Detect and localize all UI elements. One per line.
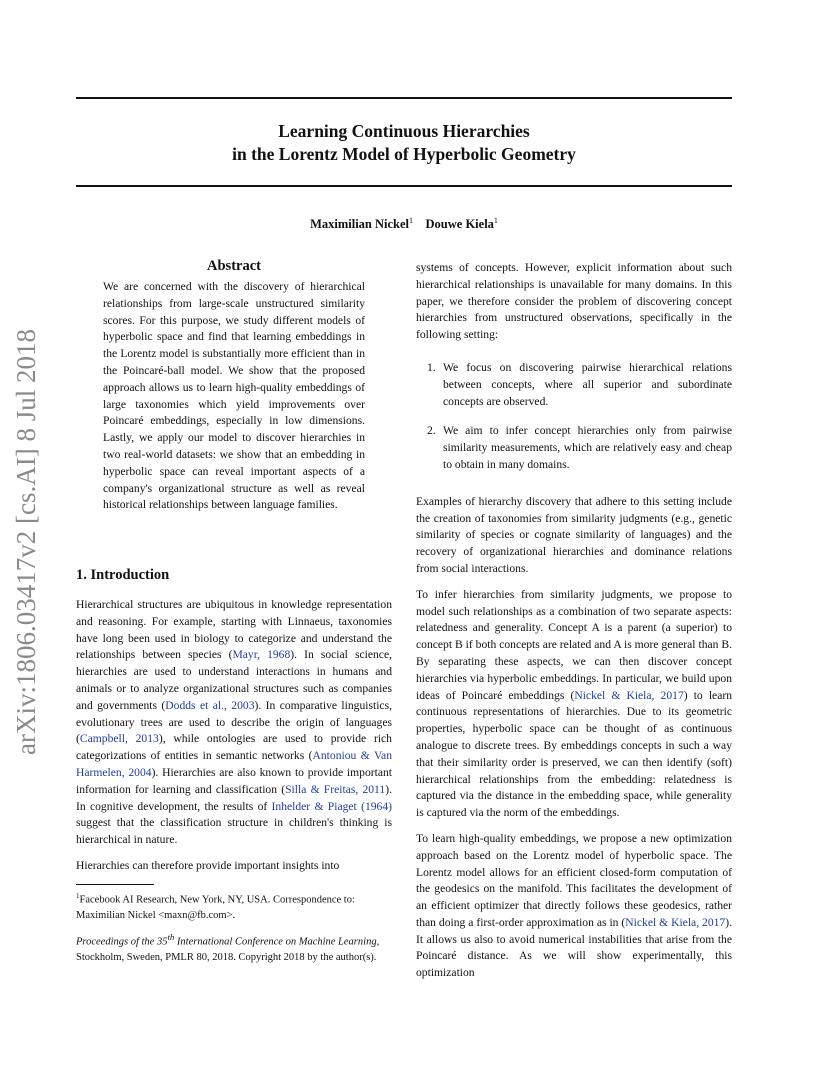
- citation-link[interactable]: Inhelder & Piaget (1964): [271, 799, 392, 813]
- text-run: ). It allows us also to avoid numerical instabilities that arise from the Poincaré distance. As we will show experimentally, this optimization: [416, 915, 732, 980]
- intro-paragraph-2-cont: systems of concepts. However, explicit information about such hierarchical relationships is unavailable for many domains. In this paper, we therefore consider the problem of discovering concept hierarchies from unstructured observations, specifically in the following setting:: [416, 261, 732, 342]
- list-item-text: We aim to infer concept hierarchies only from pairwise similarity measurements, which are relatively easy and cheap to obtain in many domains.: [443, 424, 732, 471]
- intro-paragraph-3: Examples of hierarchy discovery that adhere to this setting include the creation of taxonomies from similarity judgments (e.g., genetic similarity of species or cognate similarity of languages) and the recovery of organizational hierarchies and dominance relations from social interactions.: [416, 494, 732, 575]
- footnote-rule: [76, 884, 154, 885]
- title-rule-top: [76, 97, 732, 99]
- author-affiliation-mark: 1: [493, 216, 498, 225]
- text-run: ) to learn continuous representations of hierarchies. Due to its geometric properties, hyperbolic space can be thought of as continuous analogue to discrete trees. By embeddings concepts in such a way that their similarity order is preserved, we can then identify (soft) hierarchical relationships from the embedding: relatedness is captured via the distance in the embedding space, while generality is captured via the norm of the embeddings.: [416, 688, 732, 820]
- citation-link[interactable]: Nickel & Kiela, 2017: [574, 688, 684, 702]
- left-column: [76, 597, 392, 875]
- setting-list: [416, 360, 732, 474]
- author-affiliation-mark: 1: [409, 216, 414, 225]
- list-item-number: 1.: [427, 360, 436, 374]
- proceedings-italic-rest: International Conference on Machine Learning: [174, 936, 377, 948]
- text-run: ). In comparative linguistics, evolutionary trees are used to describe the origin of languages (: [76, 698, 392, 746]
- text-run: ), while ontologies are used to provide rich categorizations of entities in semantic networks (: [76, 732, 392, 763]
- citation-link[interactable]: Mayr, 1968: [232, 648, 291, 662]
- text-run: To infer hierarchies from similarity judgments, we propose to model such relationships as a combination of two separate aspects: relatedness and generality. Concept A is a parent (a superior) to concept B if both concepts are related and A is more general than B. By separating these aspects, we can then discover concept hierarchies via hyperbolic embeddings. In particular, we build upon ideas of Poincaré embeddings (: [416, 587, 732, 702]
- list-item-number: 2.: [427, 424, 436, 438]
- list-item: [416, 423, 732, 473]
- author-name: Douwe Kiela: [425, 217, 494, 231]
- intro-paragraph-4: [416, 587, 732, 822]
- footnote-mark: 1: [76, 892, 80, 900]
- abstract-body: [103, 279, 365, 514]
- list-item-text: We focus on discovering pairwise hierarchical relations between concepts, where all superior and subordinate concepts are observed.: [443, 360, 732, 408]
- citation-link[interactable]: Campbell, 2013: [79, 732, 159, 746]
- text-run: Hierarchical structures are ubiquitous in knowledge representation and reasoning. For example, starting with Linnaeus, taxonomies have long been used in biology to categorize and understand the relationships between species (: [76, 598, 392, 662]
- text-run: To learn high-quality embeddings, we propose a new optimization approach based on the Lorentz model of hyperbolic space. The Lorentz model allows for an efficient closed-form computation of the geodesics on the manifold. This facilitates the development of an efficient optimizer that directly follows these geodesics, rather than doing a first-order approximation as in (: [416, 831, 732, 929]
- citation-link[interactable]: Antoniou & Van Harmelen, 2004: [76, 749, 393, 779]
- affiliation-footnote: [76, 889, 392, 923]
- footnote-text: Facebook AI Research, New York, NY, USA. Correspondence to: Maximilian Nickel <maxn@fb.com>.: [76, 894, 355, 921]
- citation-link[interactable]: Silla & Freitas, 2011: [285, 782, 386, 796]
- title-line-2: in the Lorentz Model of Hyperbolic Geometry: [232, 144, 576, 164]
- title-line-1: Learning Continuous Hierarchies: [278, 121, 530, 141]
- proceedings-note: [76, 930, 392, 965]
- proceedings-rest: , Stockholm, Sweden, PMLR 80, 2018. Copyright 2018 by the author(s).: [76, 936, 380, 963]
- text-run: suggest that the classification structure in children's thinking is hierarchical in nature.: [76, 816, 392, 847]
- proceedings-italic-prefix: Proceedings of the 35: [76, 936, 168, 948]
- section-heading-introduction: 1. Introduction: [76, 567, 170, 583]
- intro-paragraph-5: [416, 831, 732, 982]
- arxiv-stamp: arXiv:1806.03417v2 [cs.AI] 8 Jul 2018: [11, 329, 41, 755]
- abstract-text: We are concerned with the discovery of hierarchical relationships from large-scale unstructured similarity scores. For this purpose, we study different models of hyperbolic space and find that learning embeddings in the Lorentz model is substantially more efficient than in the Poincaré-ball model. We show that the proposed approach allows us to learn high-quality embeddings of large taxonomies which yield improvements over Poincaré embeddings, especially in low dimensions. Lastly, we apply our model to discover hierarchies in two real-world datasets: we show that an embedding in hyperbolic space can reveal important aspects of a company's organizational structure as well as reveal historical relationships between language families.: [103, 280, 365, 512]
- author-list: [76, 216, 732, 232]
- list-item: [416, 360, 732, 410]
- citation-link[interactable]: Dodds et al., 2003: [165, 698, 255, 712]
- intro-paragraph-1: [76, 597, 392, 849]
- right-column: [416, 260, 732, 982]
- intro-paragraph-2-start: Hierarchies can therefore provide important insights into: [76, 858, 340, 872]
- proceedings-ordinal: th: [167, 932, 175, 942]
- paper-title: [76, 120, 732, 166]
- text-run: ). Hierarchies are also known to provide important information for learning and classification (: [76, 765, 392, 796]
- text-run: ). In social science, hierarchies are used to understand interactions in humans and animals or to analyze organizational structures such as companies and governments (: [76, 648, 392, 712]
- text-run: ). In cognitive development, the results of: [76, 782, 392, 813]
- citation-link[interactable]: Nickel & Kiela, 2017: [625, 915, 726, 929]
- abstract-heading: Abstract: [207, 258, 261, 274]
- author-name: Maximilian Nickel: [310, 217, 410, 231]
- title-rule-bottom: [76, 185, 732, 187]
